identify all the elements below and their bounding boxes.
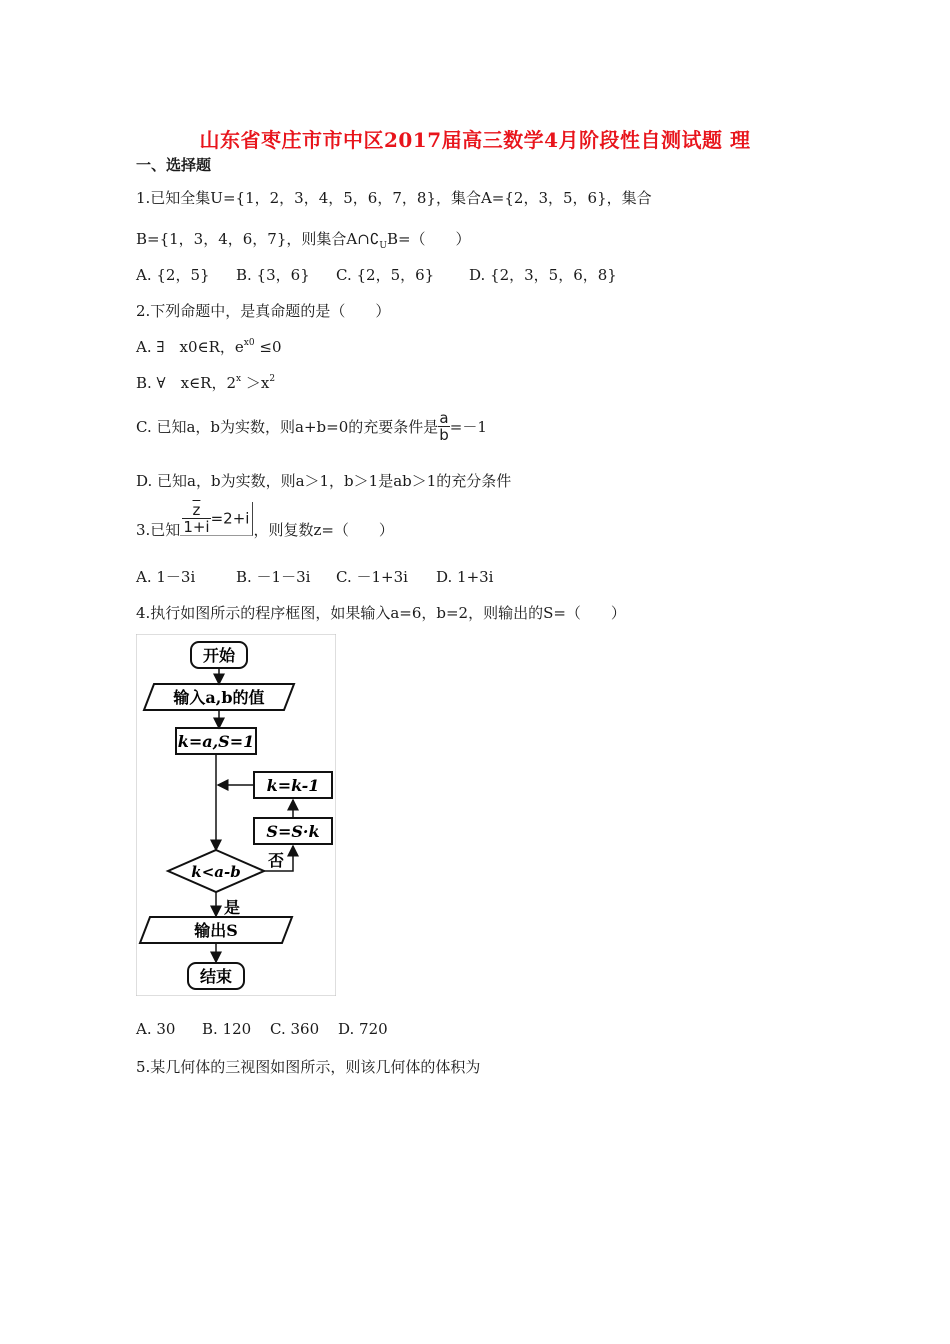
q2-stem: 2.下列命题中，是真命题的是（ ） — [136, 302, 391, 320]
q1-stem-line1: 1.已知全集U={1，2，3，4，5，6，7，8}，集合A={2，3，5，6}，集合 — [136, 189, 652, 207]
q1-option-d: D. {2，3，5，6，8} — [469, 266, 617, 284]
flow-start-text: 开始 — [202, 646, 236, 665]
q1-option-b: B. {3，6} — [236, 266, 310, 284]
q1-option-c: C. {2，5，6} — [336, 266, 435, 284]
q4-option-c: C. 360 — [270, 1020, 320, 1038]
q2-option-a: A. ∃ x0∈R，$e^{x0} \le 0$ — [136, 338, 282, 356]
q4-option-b: B. 120 — [202, 1020, 252, 1038]
q2-option-b: B. ∀ x∈R，$2^x >x^2$ — [136, 374, 276, 392]
q4-stem: 4.执行如图所示的程序框图，如果输入a=6，b=2，则输出的S=（ ） — [136, 604, 626, 622]
flowchart — [136, 634, 336, 996]
q3-options — [136, 566, 493, 587]
q3-option-d: D. 1+3i — [436, 568, 494, 586]
q2-option-c: C. 已知a，b为实数，则a+b=0的充要条件是 $\frac{a}{b}$ =－1 — [136, 409, 487, 444]
flow-decrement-text: k=k-1 — [266, 776, 320, 795]
flow-input-text: 输入a,b的值 — [173, 688, 265, 707]
q4-options — [136, 1020, 388, 1038]
q3-option-a: A. 1－3i — [136, 568, 196, 586]
q3-option-b: B. －1－3i — [236, 568, 311, 586]
flow-multiply-text: S=S·k — [266, 822, 320, 841]
flow-output-text: 输出S — [194, 921, 238, 940]
q4-option-a: A. 30 — [136, 1020, 176, 1038]
page-title: 山东省枣庄市市中区2017届高三数学4月阶段性自测试题 理 — [199, 128, 751, 152]
flow-yes-label: 是 — [224, 898, 241, 917]
fraction-a-over-b: $\frac{a}{b}$ — [439, 409, 449, 444]
flow-end-text: 结束 — [199, 967, 233, 986]
flow-init-text: k=a,S=1 — [177, 732, 255, 751]
q1-options — [136, 264, 617, 285]
q4-option-d: D. 720 — [338, 1020, 388, 1038]
q3-option-c: C. －1+3i — [336, 568, 408, 586]
section-heading: 一、选择题 — [136, 156, 212, 174]
q3-stem: 3.已知 $\frac{\overline{z}}{1+i}$ =2+i，则复数z=（ ） — [136, 501, 394, 539]
q2-option-d: D. 已知a，b为实数，则a＞1，b＞1是ab＞1的充分条件 — [136, 472, 512, 490]
q5-stem: 5.某几何体的三视图如图所示，则该几何体的体积为 — [136, 1058, 481, 1076]
q1-stem-line2: B={1，3，4，6，7}，则集合$A\cap∁_UB=$（ ） — [136, 230, 471, 251]
q3-equation: $\frac{\overline{z}}{1+i}$ =2+i — [180, 502, 253, 536]
flow-no-label: 否 — [268, 851, 285, 870]
q1-option-a: A. {2，5} — [136, 266, 210, 284]
flow-decision-text: k<a-b — [191, 863, 241, 881]
